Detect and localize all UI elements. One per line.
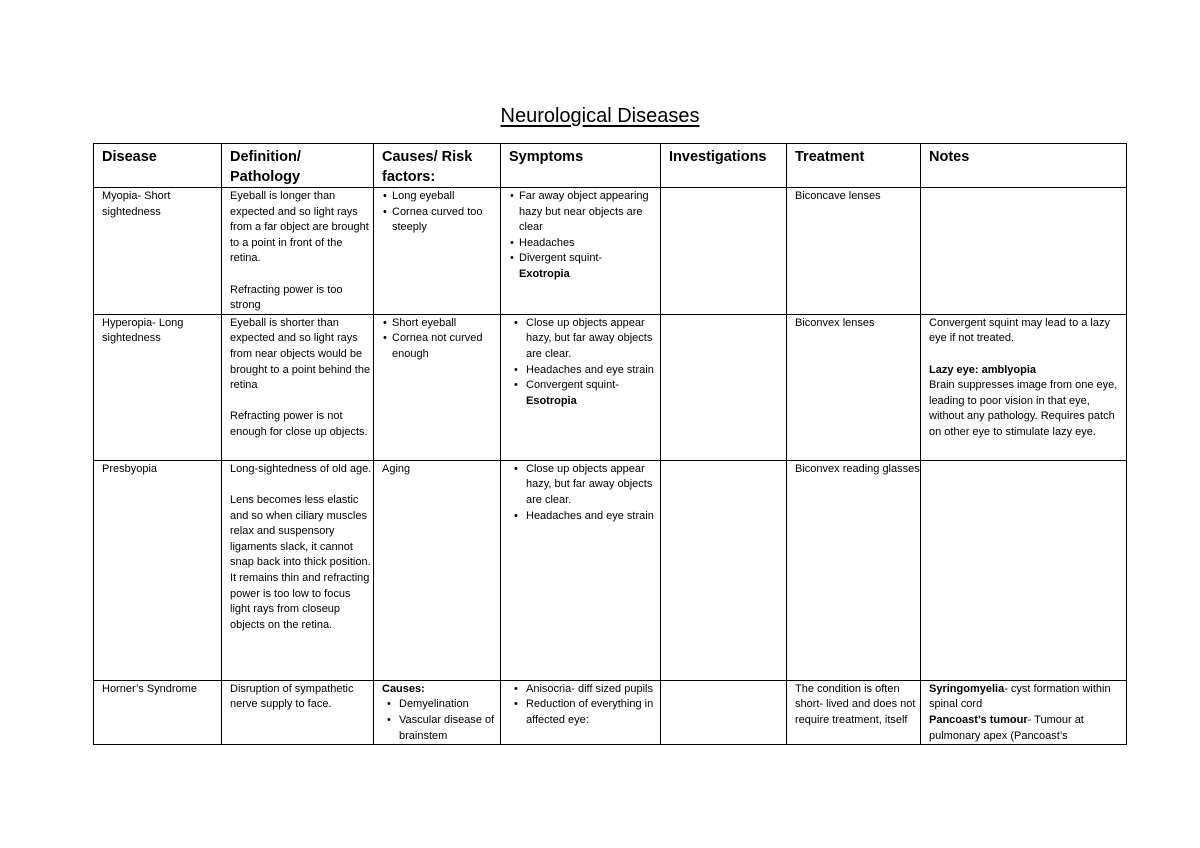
notes-cell — [921, 188, 1127, 315]
treatment-cell: The condition is often short- lived and does not require treatment, itself — [787, 680, 921, 744]
symptoms-cell — [501, 188, 661, 315]
list-item: • Anisocria- diff sized pupils — [509, 682, 660, 698]
disease-name: Presbyopia — [94, 460, 222, 680]
table-row-presbyopia — [94, 460, 1127, 680]
symptoms-list — [509, 316, 660, 410]
bold-term: Exotropia — [519, 267, 570, 280]
list-item: • Headaches — [509, 236, 660, 252]
disease-name: Horner’s Syndrome — [94, 680, 222, 744]
header-notes: Notes — [921, 144, 1127, 188]
diseases-table — [93, 143, 1127, 745]
definition-text: Lens becomes less elastic and so when ciliary muscles relax and suspensory ligaments slack, it cannot snap back into thick position. It remains thin and refracting power is too low to focus light rays from closeup objects on the retina. — [230, 493, 371, 631]
definition-text: Long-sightedness of old age. — [230, 462, 372, 475]
list-item: • Convergent squint- Esotropia — [509, 378, 660, 409]
definition-text: Eyeball is shorter than expected and so light rays from near objects would be brought to a point behind the retina — [230, 316, 371, 392]
header-definition: Definition/ Pathology — [222, 144, 374, 188]
notes-cell — [921, 680, 1127, 744]
causes-heading: Causes: — [382, 682, 425, 695]
header-treatment: Treatment — [787, 144, 921, 188]
notes-heading: Lazy eye: amblyopia — [929, 363, 1036, 376]
list-item: • Close up objects appear hazy, but far away objects are clear. — [509, 316, 660, 363]
causes-cell — [374, 188, 501, 315]
causes-list — [382, 697, 500, 744]
definition-cell — [222, 188, 374, 315]
causes-cell — [374, 680, 501, 744]
list-item: • Long eyeball — [382, 189, 500, 205]
symptoms-cell — [501, 460, 661, 680]
table-row-hyperopia — [94, 314, 1127, 460]
notes-text: Syringomyelia- cyst formation within spinal cord — [929, 682, 1111, 711]
definition-cell — [222, 460, 374, 680]
investigations-cell — [661, 460, 787, 680]
treatment-cell: Biconvex reading glasses — [787, 460, 921, 680]
symptoms-cell — [501, 680, 661, 744]
disease-name: Myopia- Short sightedness — [94, 188, 222, 315]
header-investigations: Investigations — [661, 144, 787, 188]
notes-text: Pancoast’s tumour- Tumour at pulmonary apex (Pancoast’s — [929, 713, 1084, 742]
definition-text: Disruption of sympathetic nerve supply to face. — [230, 682, 354, 711]
investigations-cell — [661, 188, 787, 315]
causes-list — [382, 189, 500, 236]
list-item: • Headaches and eye strain — [509, 509, 660, 525]
definition-cell — [222, 680, 374, 744]
list-item: • Reduction of everything in affected eye: — [509, 697, 660, 728]
notes-text: Brain suppresses image from one eye, leading to poor vision in that eye, without any pathology. Requires patch on other eye to stimulate lazy eye. — [929, 379, 1118, 438]
table-row-myopia — [94, 188, 1127, 315]
notes-cell — [921, 314, 1127, 460]
list-item: • Short eyeball — [382, 316, 500, 332]
list-item: • Cornea curved too steeply — [382, 205, 500, 236]
definition-text: Eyeball is longer than expected and so light rays from a far object are brought to a point in front of the retina. — [230, 190, 369, 265]
header-row — [94, 144, 1127, 188]
bold-term: Esotropia — [526, 394, 577, 407]
definition-text: Refracting power is too strong — [230, 283, 343, 312]
document-title: Neurological Diseases — [500, 105, 700, 127]
investigations-cell — [661, 314, 787, 460]
treatment-cell: Biconcave lenses — [787, 188, 921, 315]
symptoms-list — [509, 682, 660, 729]
list-item: • Cornea not curved enough — [382, 331, 500, 362]
notes-cell — [921, 460, 1127, 680]
symptoms-cell — [501, 314, 661, 460]
symptoms-list — [509, 462, 660, 524]
treatment-cell: Biconvex lenses — [787, 314, 921, 460]
causes-cell — [374, 314, 501, 460]
notes-text: Convergent squint may lead to a lazy eye if not treated. — [929, 316, 1110, 345]
table-row-horners — [94, 680, 1127, 744]
definition-text: Refracting power is not enough for close up objects. — [230, 410, 368, 438]
disease-name: Hyperopia- Long sightedness — [94, 314, 222, 460]
list-item: • Demyelination — [382, 697, 500, 713]
causes-list — [382, 316, 500, 363]
header-disease: Disease — [94, 144, 222, 188]
list-item: • Close up objects appear hazy, but far away objects are clear. — [509, 462, 660, 509]
header-symptoms: Symptoms — [501, 144, 661, 188]
list-item: • Divergent squint- Exotropia — [509, 251, 660, 282]
list-item: • Vascular disease of brainstem — [382, 713, 500, 744]
causes-cell: Aging — [374, 460, 501, 680]
symptoms-list — [509, 189, 660, 283]
investigations-cell — [661, 680, 787, 744]
list-item: • Headaches and eye strain — [509, 363, 660, 379]
definition-cell — [222, 314, 374, 460]
header-causes: Causes/ Risk factors: — [374, 144, 501, 188]
list-item: • Far away object appearing hazy but near objects are clear — [509, 189, 660, 236]
